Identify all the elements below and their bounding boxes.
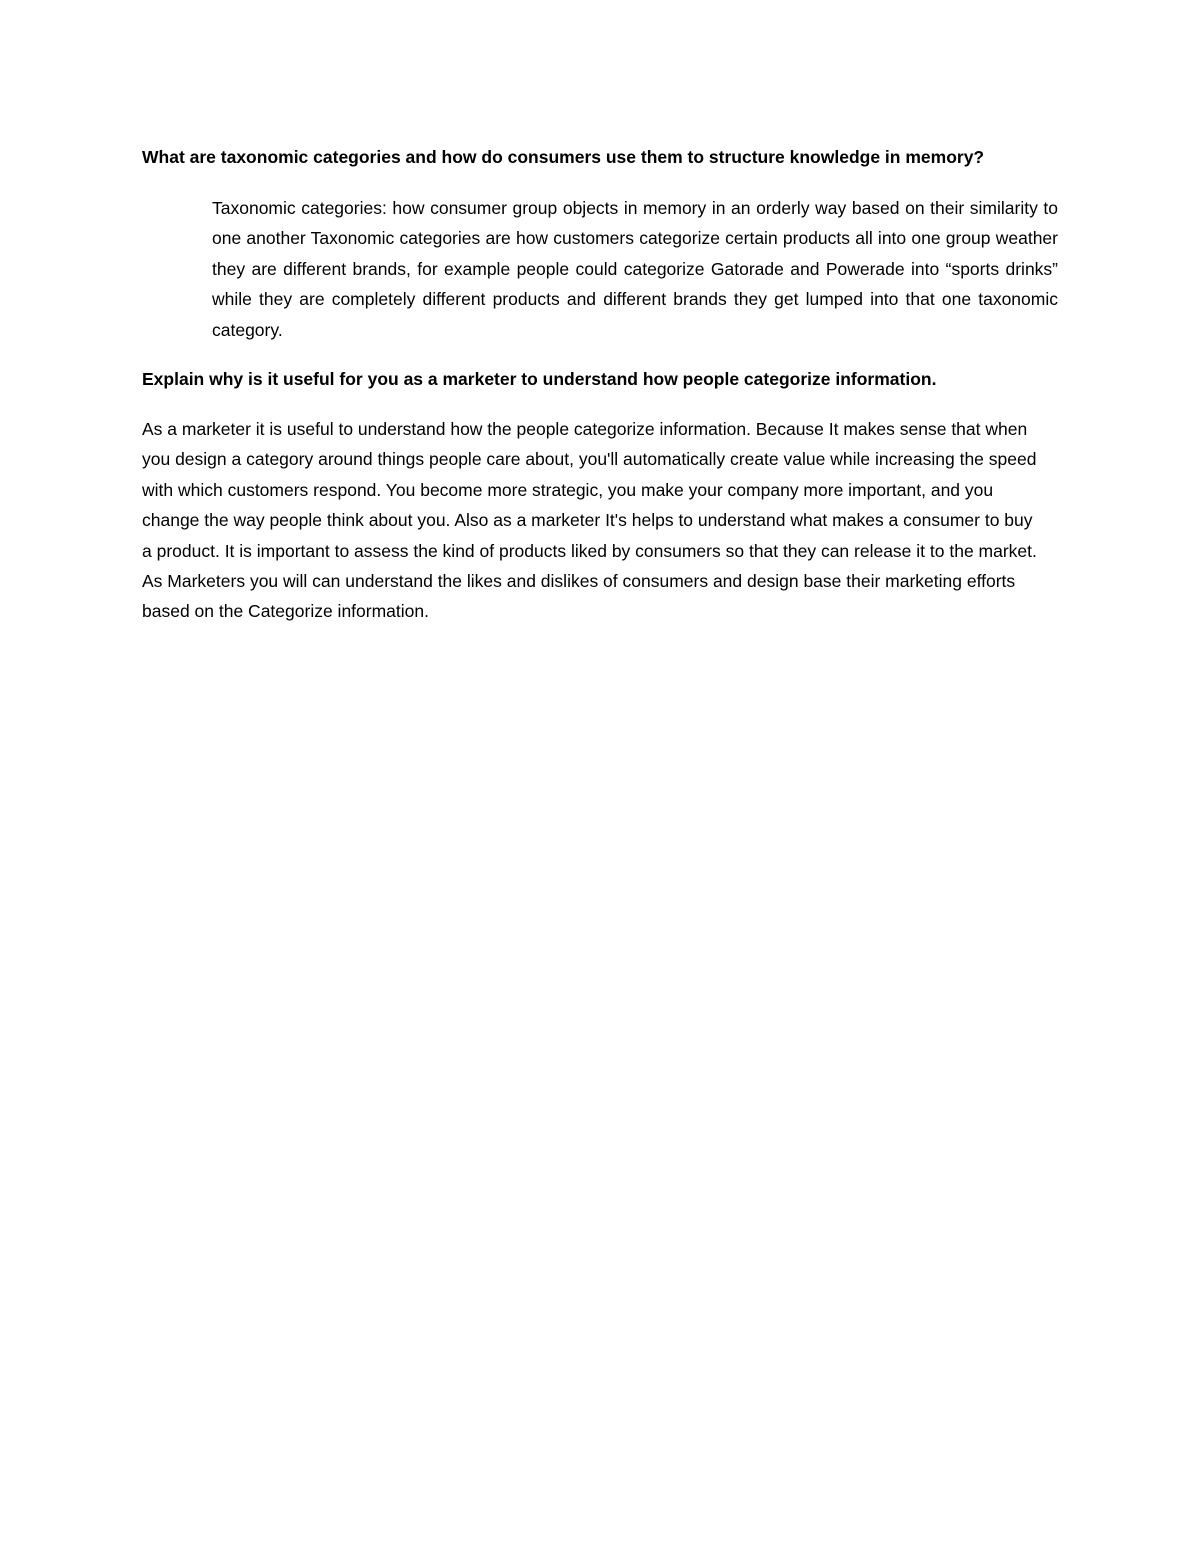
document-body <box>142 142 1058 627</box>
question-1-heading: What are taxonomic categories and how do consumers use them to structure knowledge in memory? <box>142 147 985 167</box>
answer-1-paragraph: Taxonomic categories: how consumer group objects in memory in an orderly way based on their similarity to one another Taxonomic categories are how customers categorize certain products all into one group weather they are different brands, for example people could categorize Gatorade and Powerade into “sports drinks” while they are completely different products and different brands they get lumped into that one taxonomic category. <box>212 198 1058 340</box>
answer-2-paragraph: As a marketer it is useful to understand how the people categorize information. Because It makes sense that when you design a category around things people care about, you'll automatically create value while increasing the speed with which customers respond. You become more strategic, you make your company more important, and you change the way people think about you. Also as a marketer It's helps to understand what makes a consumer to buy a product. It is important to assess the kind of products liked by consumers so that they can release it to the market. As Marketers you will can understand the likes and dislikes of consumers and design base their marketing efforts based on the Categorize information. <box>142 419 1037 622</box>
question-2-heading: Explain why is it useful for you as a marketer to understand how people categorize information. <box>142 369 937 390</box>
